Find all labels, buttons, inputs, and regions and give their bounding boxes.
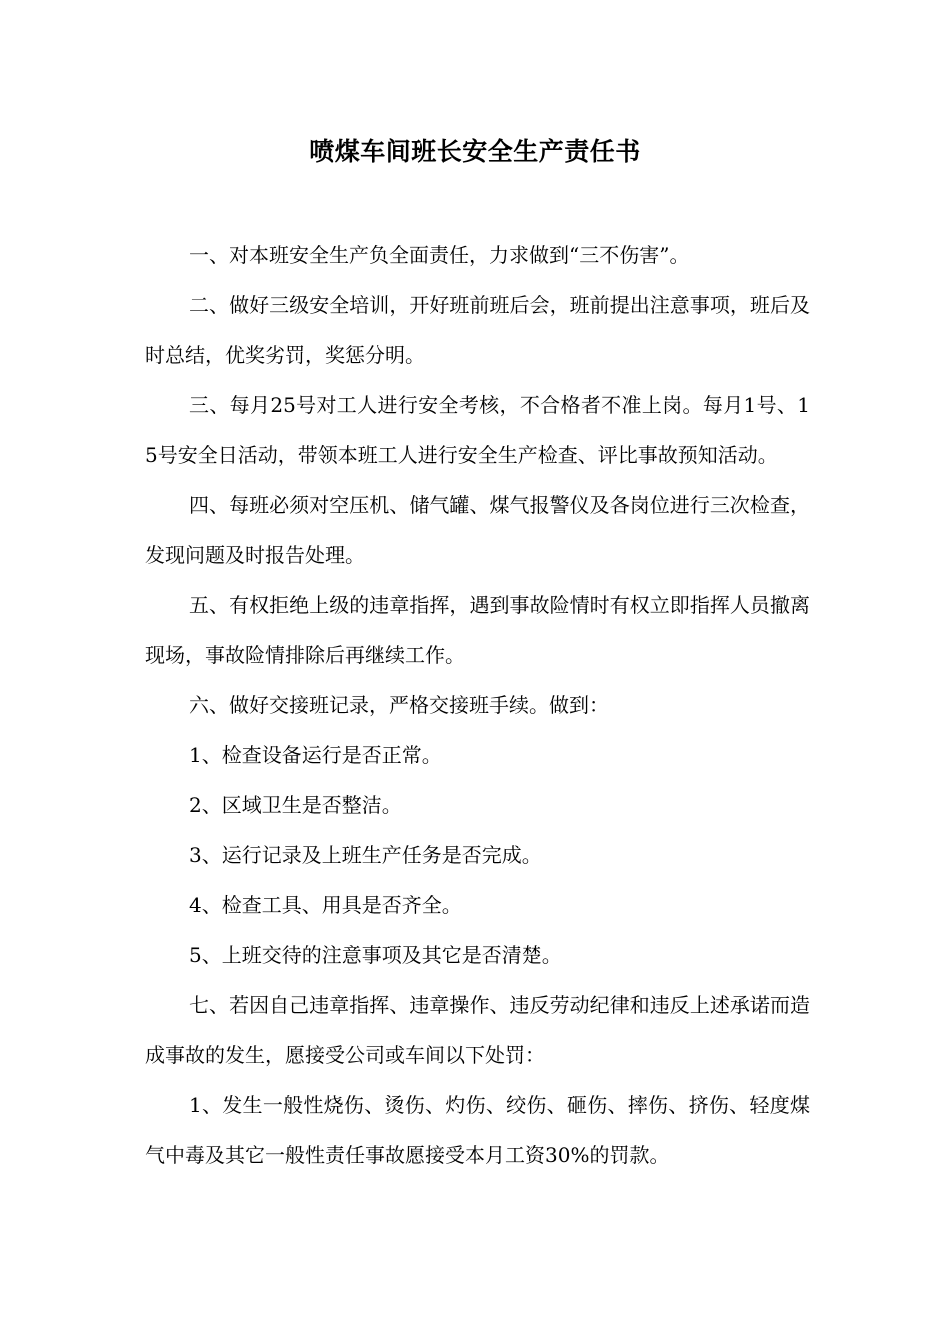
clause-7-item-1: 1、发生一般性烧伤、烫伤、灼伤、绞伤、砸伤、摔伤、挤伤、轻度煤气中毒及其它一般性责任事故愿接受本月工资30%的罚款。 xyxy=(145,1093,810,1167)
clause-4: 四、每班必须对空压机、储气罐、煤气报警仪及各岗位进行三次检查，发现问题及时报告处理。 xyxy=(145,493,810,567)
clause-6-item-4: 4、检查工具、用具是否齐全。 xyxy=(189,893,462,917)
clause-6-item-2: 2、区域卫生是否整洁。 xyxy=(189,793,402,817)
clause-7: 七、若因自己违章指挥、违章操作、违反劳动纪律和违反上述承诺而造成事故的发生，愿接受公司或车间以下处罚： xyxy=(145,993,810,1067)
document-title: 喷煤车间班长安全生产责任书 xyxy=(309,137,641,166)
clause-5: 五、有权拒绝上级的违章指挥，遇到事故险情时有权立即指挥人员撤离现场，事故险情排除后再继续工作。 xyxy=(145,593,810,667)
clause-6: 六、做好交接班记录，严格交接班手续。做到： xyxy=(189,693,609,717)
clause-3: 三、每月25号对工人进行安全考核，不合格者不准上岗。每月1号、15号安全日活动，带领本班工人进行安全生产检查、评比事故预知活动。 xyxy=(145,393,810,467)
clause-6-item-5: 5、上班交待的注意事项及其它是否清楚。 xyxy=(189,943,562,967)
document-body xyxy=(145,230,810,1180)
clause-2: 二、做好三级安全培训，开好班前班后会，班前提出注意事项，班后及时总结，优奖劣罚，奖惩分明。 xyxy=(145,293,810,367)
clause-6-item-1: 1、检查设备运行是否正常。 xyxy=(189,743,442,767)
clause-1: 一、对本班安全生产负全面责任，力求做到“三不伤害”。 xyxy=(189,243,690,267)
clause-6-item-3: 3、运行记录及上班生产任务是否完成。 xyxy=(189,843,542,867)
